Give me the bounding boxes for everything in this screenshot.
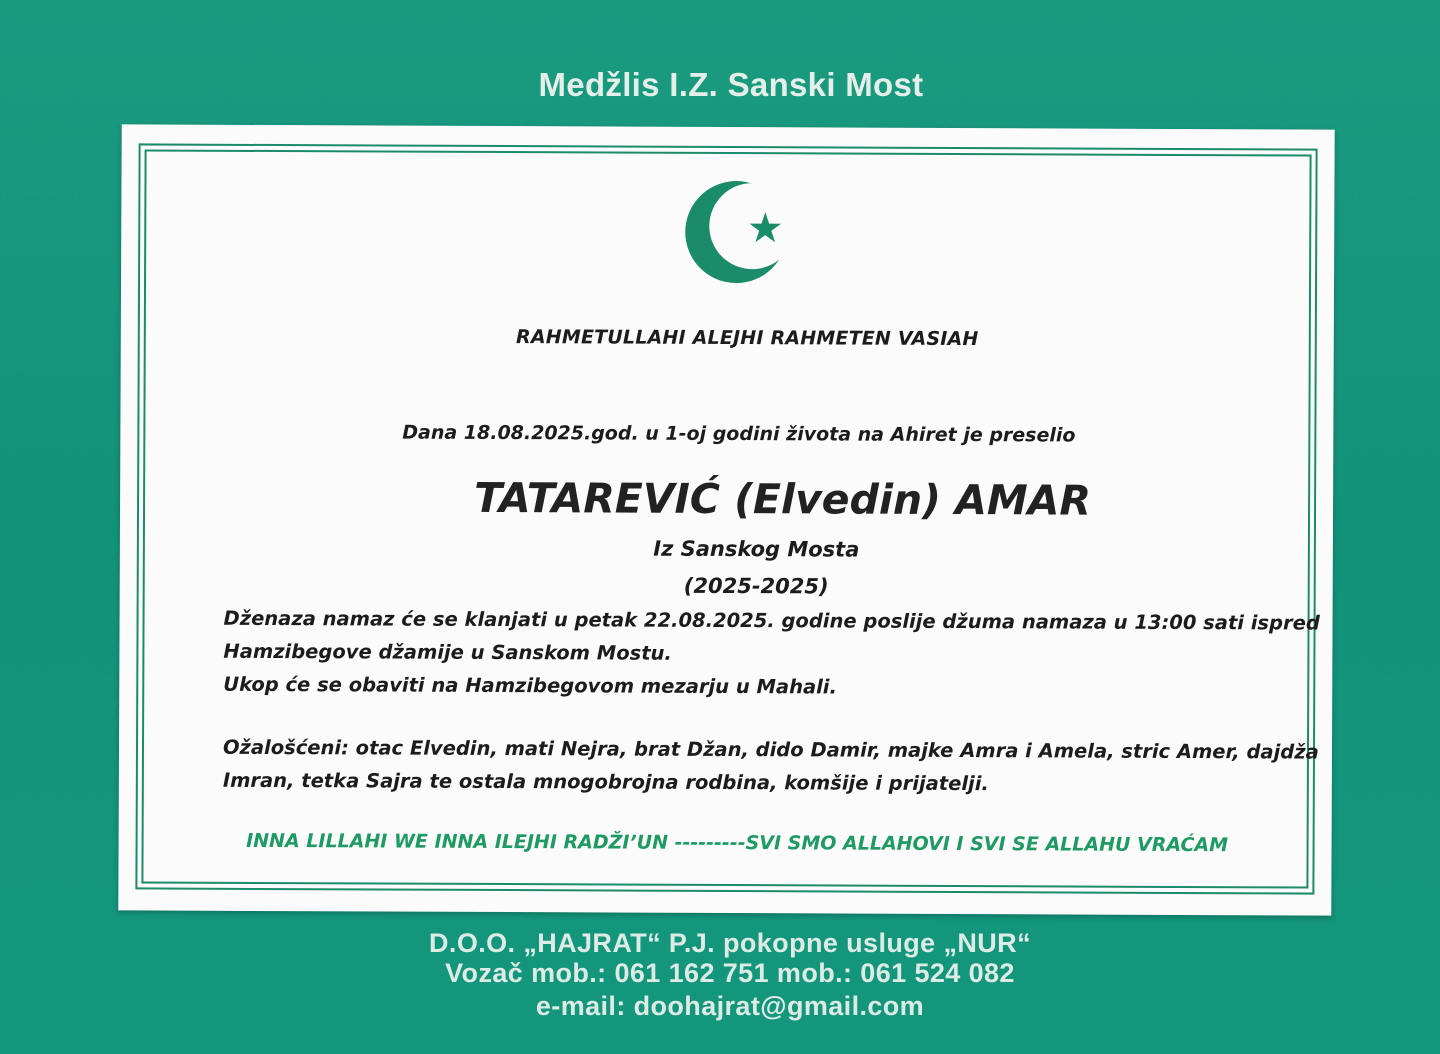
council-title: Medžlis I.Z. Sanski Most: [538, 66, 924, 103]
obituary-card: [118, 124, 1334, 915]
deceased-name: TATAREVIĆ (Elvedin) AMAR: [474, 473, 1092, 525]
crescent-star-icon: [681, 177, 791, 287]
mourners: [222, 731, 1319, 802]
deceased-years: (2025-2025): [683, 573, 829, 599]
contact-email: e-mail: doohajrat@gmail.com: [535, 991, 925, 1021]
death-announcement: Dana 18.08.2025.god. u 1-oj godini života na Ahiret je preselio: [402, 421, 1076, 447]
closing-prayer: INNA LILLAHI WE INNA ILEJHI RADŽI’UN ---------SVI SMO ALLAHOVI I SVI SE ALLAHU VRAĆAM: [246, 829, 1229, 857]
mourners-line: Imran, tetka Sajra te ostala mnogobrojna rodbina, komšije i prijatelji.: [222, 768, 989, 796]
company-name: D.O.O. „HAJRAT“ P.J. pokopne usluge „NUR“: [429, 928, 1031, 958]
invocation: RAHMETULLAHI ALEJHI RAHMETEN VASIAH: [515, 326, 979, 351]
deceased-origin: Iz Sanskog Mosta: [653, 536, 860, 562]
mourners-line: Ožalošćeni: otac Elvedin, mati Nejra, brat Džan, dido Damir, majke Amra i Amela, stric Amer, dajdža: [222, 735, 1319, 764]
funeral-line: Dženaza namaz će se klanjati u petak 22.08.2025. godine poslije džuma namaza u 13:00 sati ispred: [223, 606, 1320, 635]
funeral-line: Hamzibegove džamije u Sanskom Mostu.: [223, 639, 672, 665]
funeral-details: [223, 602, 1320, 706]
contact-phones: Vozač mob.: 061 162 751 mob.: 061 524 082: [445, 958, 1015, 988]
funeral-line: Ukop će se obaviti na Hamzibegovom mezarju u Mahali.: [223, 672, 837, 699]
